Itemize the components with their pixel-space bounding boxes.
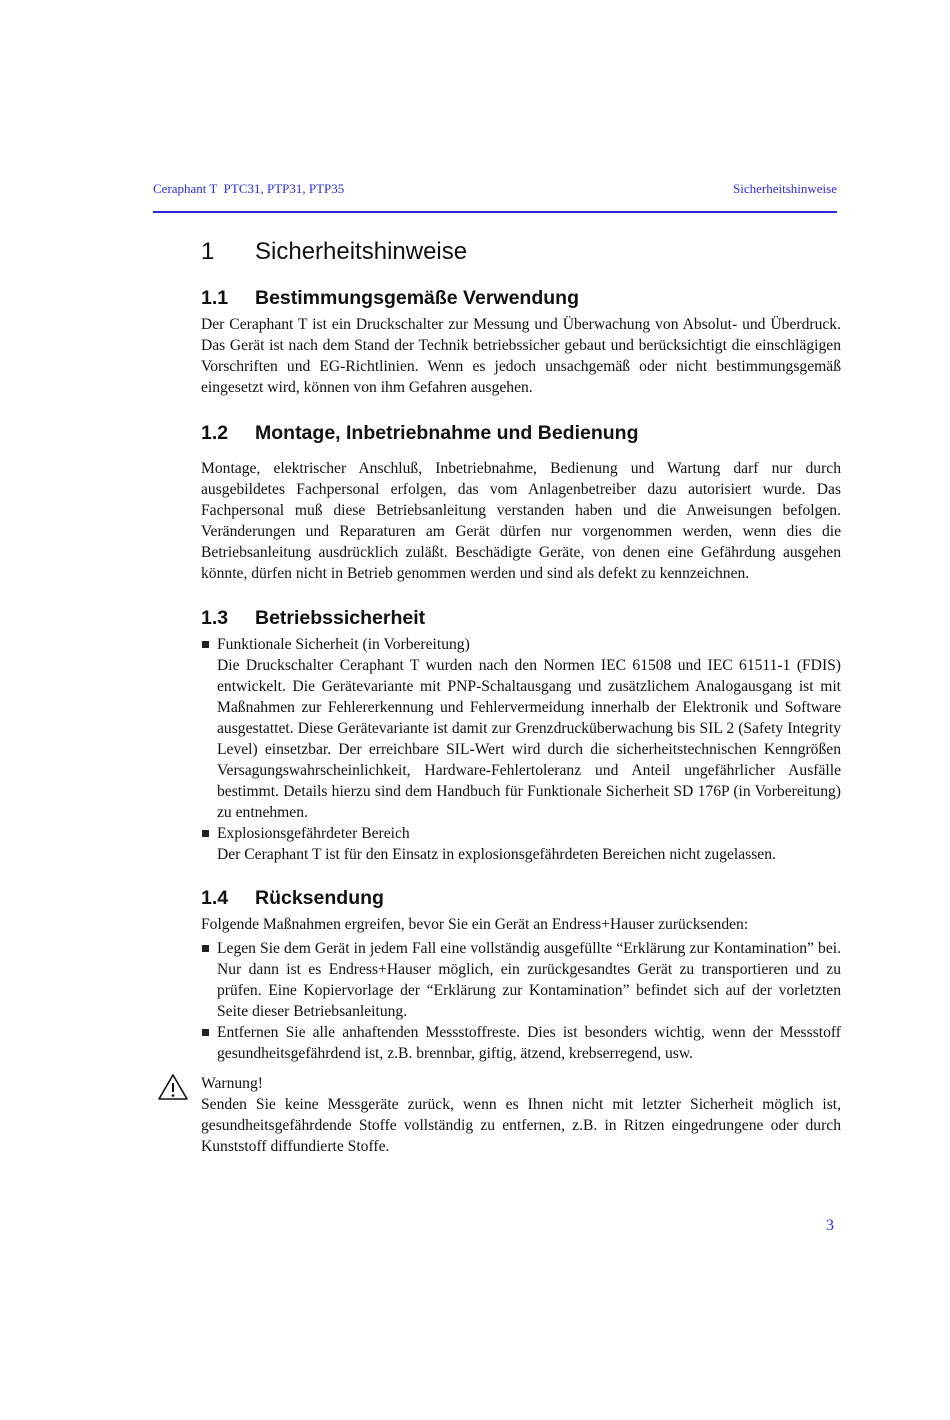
- section-title: Montage, Inbetriebnahme und Bedienung: [255, 422, 639, 444]
- section-1-4: [201, 885, 841, 1157]
- section-1-1: [201, 285, 841, 398]
- section-heading: [201, 885, 841, 911]
- header-document-title: Ceraphant T PTC31, PTP31, PTP35: [153, 181, 345, 196]
- warning-title: Warnung!: [201, 1075, 263, 1092]
- list-item-title: Funktionale Sicherheit (in Vorbereitung): [217, 636, 470, 653]
- page-content: [201, 226, 841, 1157]
- section-1-3: [201, 605, 841, 865]
- section-body: Montage, elektrischer Anschluß, Inbetriebnahme, Bedienung und Wartung darf nur durch ausgebildetes Fachpersonal erfolgen, das vom Anlagenbetreiber dazu autorisiert wurde. Das Fachpersonal muß diese Betriebsanleitung verstanden haben und die Anweisungen befolgen. Veränderungen und Reparaturen am Gerät dürfen nur vorgenommen werden, wenn dies die Betriebsanleitung ausdrücklich zuläßt. Beschädigte Geräte, von denen eine Gefährdung ausgehen könnte, dürfen nicht in Betrieb genommen werden und sind als defekt zu kennzeichnen.: [201, 460, 841, 582]
- page-header: [153, 181, 837, 201]
- chapter-title: Sicherheitshinweise: [255, 238, 468, 265]
- section-number: 1.4: [201, 887, 229, 909]
- section-heading: [201, 420, 841, 446]
- bullet-list: [201, 634, 841, 865]
- list-item: [201, 1022, 841, 1064]
- section-heading: [201, 605, 841, 631]
- section-number: 1.2: [201, 422, 229, 444]
- list-item-title: Explosionsgefährdeter Bereich: [217, 825, 410, 842]
- section-number: 1.3: [201, 607, 229, 629]
- list-item-text: Entfernen Sie alle anhaftenden Messstoffreste. Dies ist besonders wichtig, wenn der Messstoff gesundheitsgefährdend ist, z.B. brennbar, giftig, ätzend, krebserregend, usw.: [217, 1024, 841, 1062]
- chapter-heading: [201, 232, 841, 272]
- bullet-square-icon: [202, 1029, 209, 1036]
- page-number: 3: [826, 1217, 834, 1234]
- list-item-text: Die Druckschalter Ceraphant T wurden nach den Normen IEC 61508 und IEC 61511-1 (FDIS) entwickelt. Die Gerätevariante mit PNP-Schaltausgang und zusätzlichem Analogausgang ist mit Maßnahmen zur Fehlererkennung und Fehlervermeidung innerhalb der Elektronik und Software ausgestattet. Diese Gerätevariante ist damit zur Grenzdrucküberwachung bis SIL 2 (Safety Integrity Level) einsetzbar. Der erreichbare SIL-Wert wird durch die sicherheitstechnischen Kenngrößen Versagungswahrscheinlichkeit, Hardware-Fehlertoleranz und Anteil ungefährlicher Ausfälle bestimmt. Details hierzu sind dem Handbuch für Funktionale Sicherheit SD 176P (in Vorbereitung) zu entnehmen.: [217, 657, 841, 821]
- bullet-square-icon: [202, 830, 209, 837]
- section-title: Bestimmungsgemäße Verwendung: [255, 287, 579, 309]
- bullet-square-icon: [202, 641, 209, 648]
- list-item: [201, 634, 841, 823]
- chapter-number: 1: [201, 238, 215, 265]
- warning-note: [201, 1073, 841, 1157]
- list-item-text: Der Ceraphant T ist für den Einsatz in explosionsgefährdeten Bereichen nicht zugelassen.: [217, 846, 776, 863]
- section-number: 1.1: [201, 287, 229, 309]
- section-title: Rücksendung: [255, 887, 384, 909]
- header-rule: [153, 211, 837, 213]
- section-intro: Folgende Maßnahmen ergreifen, bevor Sie ein Gerät an Endress+Hauser zurücksenden:: [201, 916, 749, 933]
- list-item: [201, 938, 841, 1022]
- header-section-title: Sicherheitshinweise: [733, 181, 837, 196]
- section-title: Betriebssicherheit: [255, 607, 426, 629]
- list-item-text: Legen Sie dem Gerät in jedem Fall eine vollständig ausgefüllte “Erklärung zur Kontamination” bei. Nur dann ist es Endress+Hauser möglich, ein zurückgesandtes Gerät zu transportieren und zu prüfen. Eine Kopiervorlage der “Erklärung zur Kontamination” befindet sich auf der vorletzten Seite dieser Betriebsanleitung.: [217, 940, 841, 1020]
- bullet-list: [201, 938, 841, 1064]
- list-item: [201, 823, 841, 865]
- warning-text: Senden Sie keine Messgeräte zurück, wenn es Ihnen nicht mit letzter Sicherheit möglich ist, gesundheitsgefährdende Stoffe vollständig zu entfernen, z.B. in Ritzen eingedrungene oder durch Kunststoff diffundierte Stoffe.: [201, 1096, 841, 1155]
- section-body: Der Ceraphant T ist ein Druckschalter zur Messung und Überwachung von Absolut- und Überdruck. Das Gerät ist nach dem Stand der Technik betriebssicher gebaut und berücksichtigt die einschlägigen Vorschriften und EG-Richtlinien. Wenn es jedoch unsachgemäß oder nicht bestimmungsgemäß eingesetzt wird, können von ihm Gefahren ausgehen.: [201, 316, 841, 396]
- bullet-square-icon: [202, 945, 209, 952]
- warning-triangle-icon: [157, 1073, 189, 1101]
- section-heading: [201, 285, 841, 311]
- section-1-2: [201, 420, 841, 584]
